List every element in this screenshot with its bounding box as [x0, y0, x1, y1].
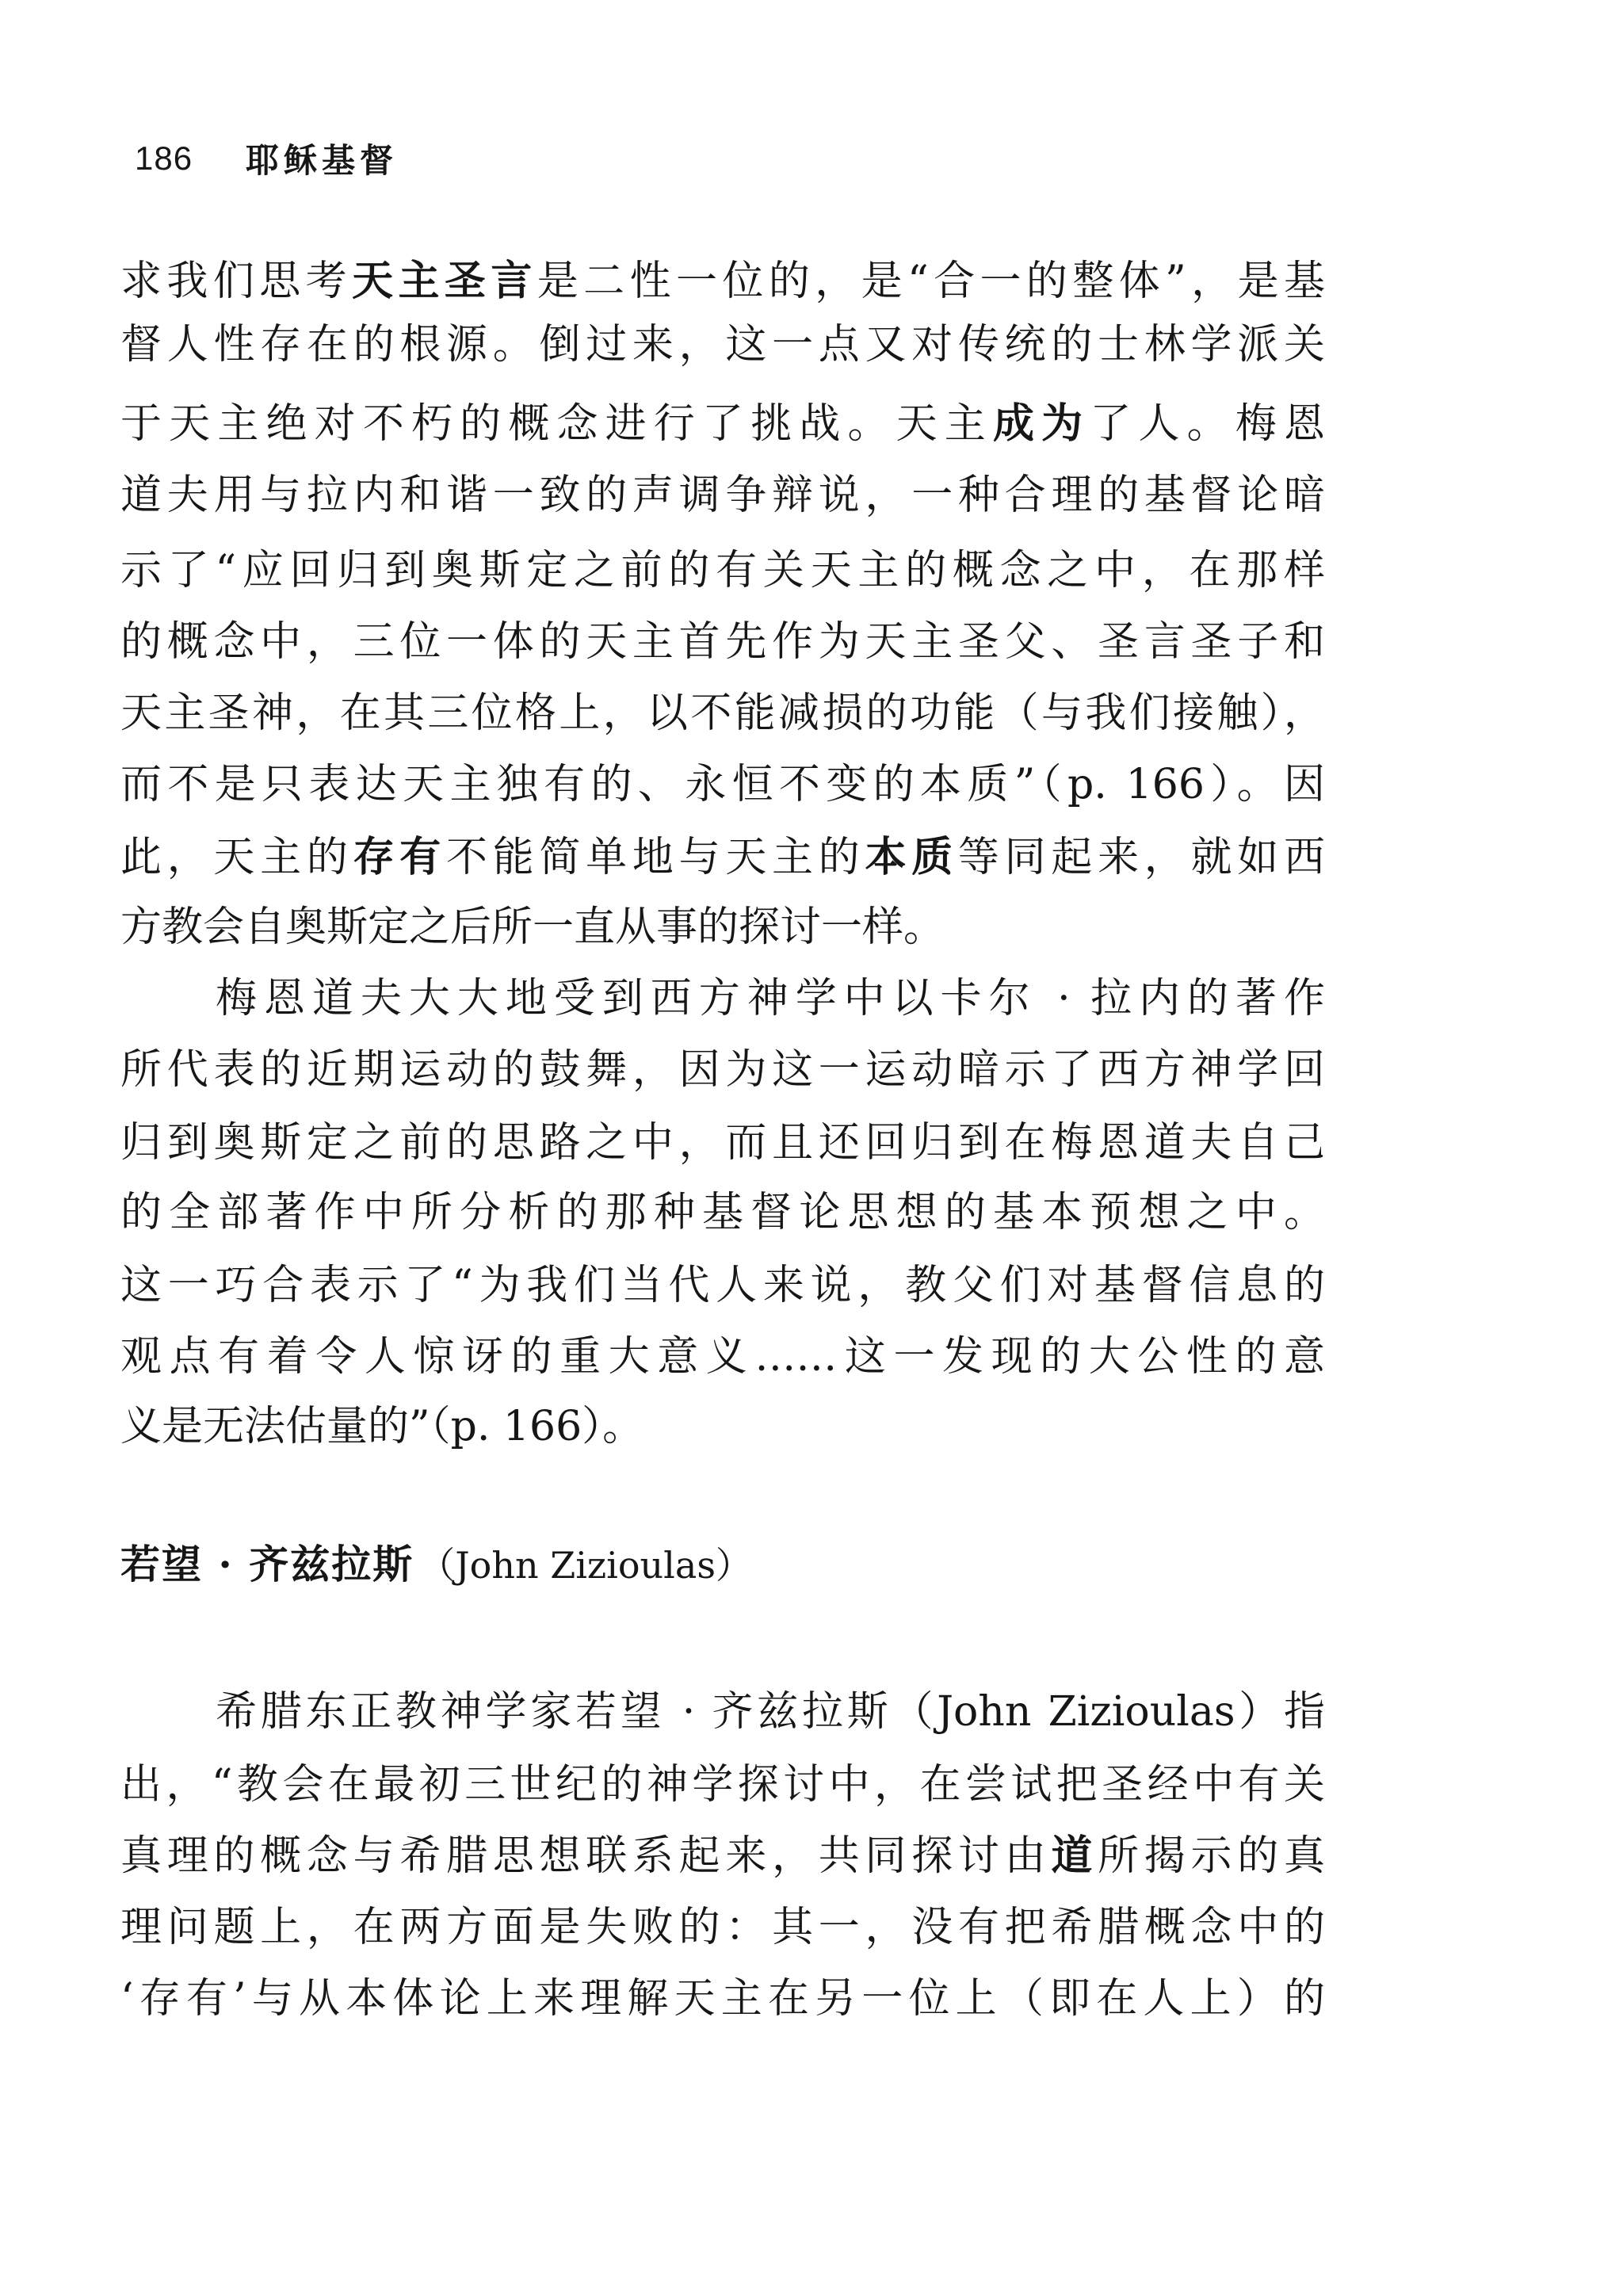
paragraph2-line3: 归到奥斯定之前的思路之中，而且还回归到在梅恩道夫自己	[120, 1119, 1325, 1167]
paragraph1-line10: 方教会自奥斯定之后所一直从事的探讨一样。	[120, 904, 945, 951]
paragraph1-line3: 于天主绝对不朽的概念进行了挑战。天主成为了人。梅恩	[120, 399, 1325, 448]
emphasis-word: 本质	[865, 833, 958, 881]
emphasis-word: 存有	[353, 833, 447, 881]
paragraph2-line7: 义是无法估量的”（p. 166）。	[120, 1403, 644, 1450]
emphasis-word: 成为	[992, 399, 1090, 448]
paragraph1-line1: 求我们思考天主圣言是二性一位的，是“合一的整体”，是基	[120, 257, 1325, 305]
section-heading	[120, 1541, 752, 1588]
paragraph2-line1: 梅恩道夫大大地受到西方神学中以卡尔 · 拉内的著作	[216, 975, 1325, 1022]
paragraph3-line2: 出，“教会在最初三世纪的神学探讨中，在尝试把圣经中有关	[120, 1761, 1325, 1809]
paragraph1-line7: 天主圣神，在其三位格上，以不能减损的功能（与我们接触），	[120, 690, 1325, 737]
section-heading-zh: 若望 · 齐兹拉斯	[120, 1541, 414, 1587]
paragraph1-line8: 而不是只表达天主独有的、永恒不变的本质”（p. 166）。因	[120, 761, 1325, 808]
paragraph1-line4: 道夫用与拉内和谐一致的声调争辩说，一种合理的基督论暗	[120, 472, 1325, 519]
paragraph3-line1: 希腊东正教神学家若望 · 齐兹拉斯（John Zizioulas）指	[216, 1688, 1325, 1736]
running-header	[135, 135, 398, 182]
page-number: 186	[135, 139, 193, 177]
emphasis-word: 天主圣言	[352, 257, 537, 305]
paragraph1-line6: 的概念中，三位一体的天主首先作为天主圣父、圣言圣子和	[120, 618, 1325, 666]
paragraph3-line3: 真理的概念与希腊思想联系起来，共同探讨由道所揭示的真	[120, 1832, 1325, 1880]
paragraph1-line9: 此，天主的存有不能简单地与天主的本质等同起来，就如西	[120, 833, 1325, 881]
paragraph2-line5: 这一巧合表示了“为我们当代人来说，教父们对基督信息的	[120, 1262, 1325, 1309]
paragraph2-line2: 所代表的近期运动的鼓舞，因为这一运动暗示了西方神学回	[120, 1046, 1325, 1094]
section-heading-en: （John Zizioulas）	[418, 1544, 752, 1587]
paragraph1-line5: 示了“应回归到奥斯定之前的有关天主的概念之中，在那样	[120, 547, 1325, 594]
paragraph1-line2: 督人性存在的根源。倒过来，这一点又对传统的士林学派关	[120, 321, 1325, 369]
paragraph2-line4: 的全部著作中所分析的那种基督论思想的基本预想之中。	[120, 1189, 1325, 1236]
running-title: 耶稣基督	[246, 141, 399, 180]
emphasis-word: 道	[1051, 1832, 1098, 1880]
paragraph2-line6: 观点有着令人惊讶的重大意义……这一发现的大公性的意	[120, 1333, 1325, 1381]
paragraph3-line5: ‘存有’与从本体论上来理解天主在另一位上（即在人上）的	[120, 1975, 1325, 2023]
paragraph3-line4: 理问题上，在两方面是失败的：其一，没有把希腊概念中的	[120, 1904, 1325, 1951]
